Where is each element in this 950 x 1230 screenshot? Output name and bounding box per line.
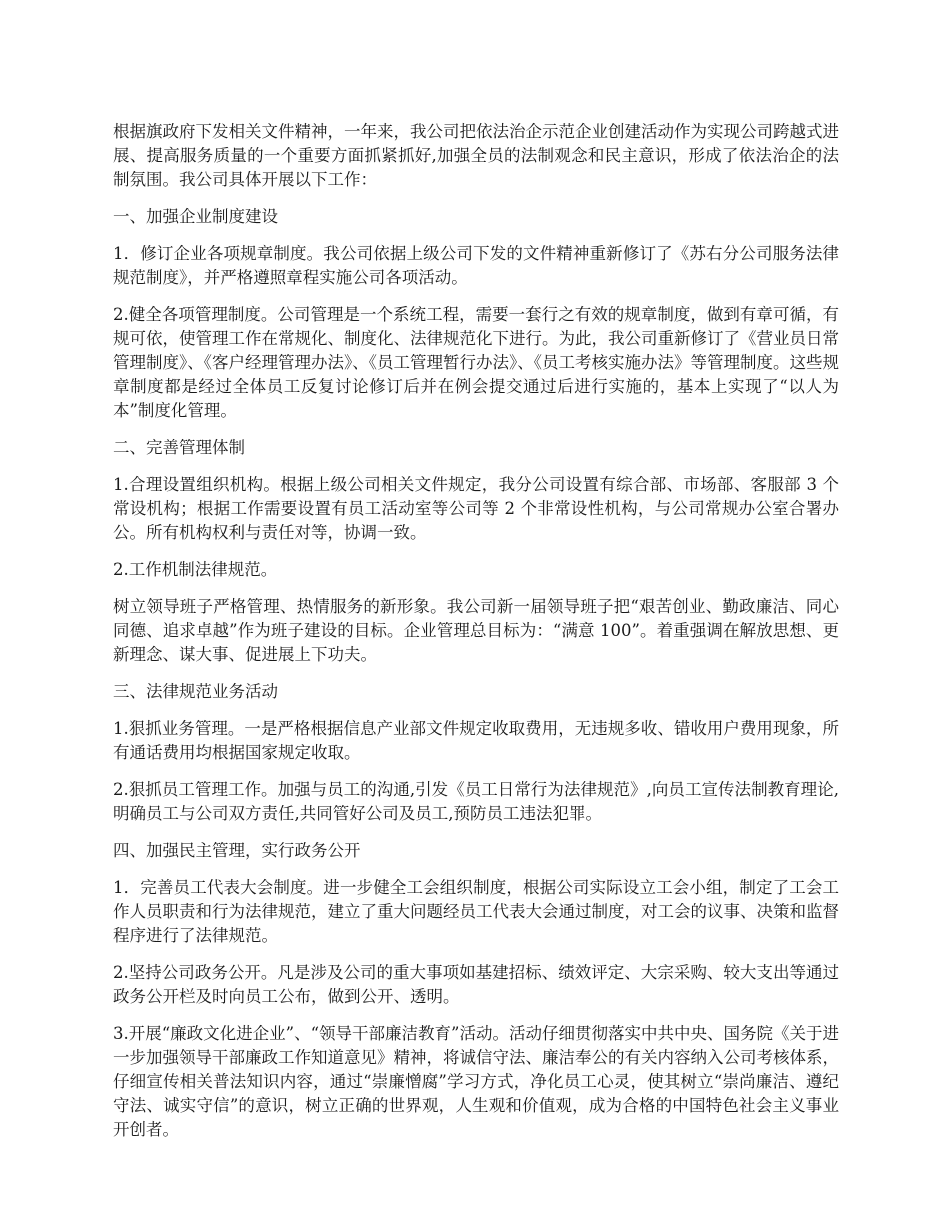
document-body <box>113 120 839 1155</box>
paragraph-2-3: 树立领导班子严格管理、热情服务的新形象。我公司新一届领导班子把“艰苦创业、勤政廉洁、同心同德、追求卓越”作为班子建设的目标。企业管理总目标为：“满意 100”。着重强调在解放思想、更新理念、谋大事、促进展上下功夫。 <box>113 597 839 664</box>
paragraph-2-1: 1.合理设置组织机构。根据上级公司相关文件规定，我分公司设置有综合部、市场部、客服部 3 个常设机构；根据工作需要设置有员工活动室等公司等 2 个非常设性机构，与公司常规办公室合署办公。所有机构权利与责任对等，协调一致。 <box>113 475 839 542</box>
paragraph-4-3: 3.开展“廉政文化进企业”、“领导干部廉洁教育”活动。活动仔细贯彻落实中共中央、国务院《关于进一步加强领导干部廉政工作知道意见》精神，将诚信守法、廉洁奉公的有关内容纳入公司考核体系，仔细宣传相关普法知识内容，通过“崇廉憎腐”学习方式，净化员工心灵，使其树立“崇尚廉洁、遵纪守法、诚实守信”的意识，树立正确的世界观，人生观和价值观，成为合格的中国特色社会主义事业开创者。 <box>113 1024 839 1139</box>
section-heading-2: 二、完善管理体制 <box>113 438 245 457</box>
paragraph-4-2: 2.坚持公司政务公开。凡是涉及公司的重大事项如基建招标、绩效评定、大宗采购、较大支出等通过政务公开栏及时向员工公布，做到公开、透明。 <box>113 963 839 1006</box>
section-heading-3: 三、法律规范业务活动 <box>113 682 278 701</box>
section-heading-4: 四、加强民主管理，实行政务公开 <box>113 841 361 860</box>
paragraph-1-2: 2.健全各项管理制度。公司管理是一个系统工程，需要一套行之有效的规章制度，做到有章可循，有规可依，使管理工作在常规化、制度化、法律规范化下进行。为此，我公司重新修订了《营业员日常管理制度》、《客户经理管理办法》、《员工管理暂行办法》、《员工考核实施办法》等管理制度。这些规章制度都是经过全体员工反复讨论修订后并在例会提交通过后进行实施的，基本上实现了“以人为本”制度化管理。 <box>113 305 839 420</box>
paragraph-3-2: 2.狠抓员工管理工作。加强与员工的沟通,引发《员工日常行为法律规范》,向员工宣传法制教育理论,明确员工与公司双方责任,共同管好公司及员工,预防员工违法犯罪。 <box>113 780 839 823</box>
paragraph-2-2: 2.工作机制法律规范。 <box>113 560 278 579</box>
paragraph-4-1: 1．完善员工代表大会制度。进一步健全工会组织制度，根据公司实际设立工会小组，制定了工会工作人员职责和行为法律规范，建立了重大问题经员工代表大会通过制度，对工会的议事、决策和监督程序进行了法律规范。 <box>113 878 839 945</box>
intro-paragraph: 根据旗政府下发相关文件精神，一年来，我公司把依法治企示范企业创建活动作为实现公司跨越式进展、提高服务质量的一个重要方面抓紧抓好,加强全员的法制观念和民主意识，形成了依法治企的法制氛围。我公司具体开展以下工作： <box>113 122 839 189</box>
paragraph-3-1: 1.狠抓业务管理。一是严格根据信息产业部文件规定收取费用，无违规多收、错收用户费用现象，所有通话费用均根据国家规定收取。 <box>113 719 839 762</box>
section-heading-1: 一、加强企业制度建设 <box>113 207 278 226</box>
paragraph-1-1: 1．修订企业各项规章制度。我公司依据上级公司下发的文件精神重新修订了《苏右分公司服务法律规范制度》，并严格遵照章程实施公司各项活动。 <box>113 244 839 287</box>
